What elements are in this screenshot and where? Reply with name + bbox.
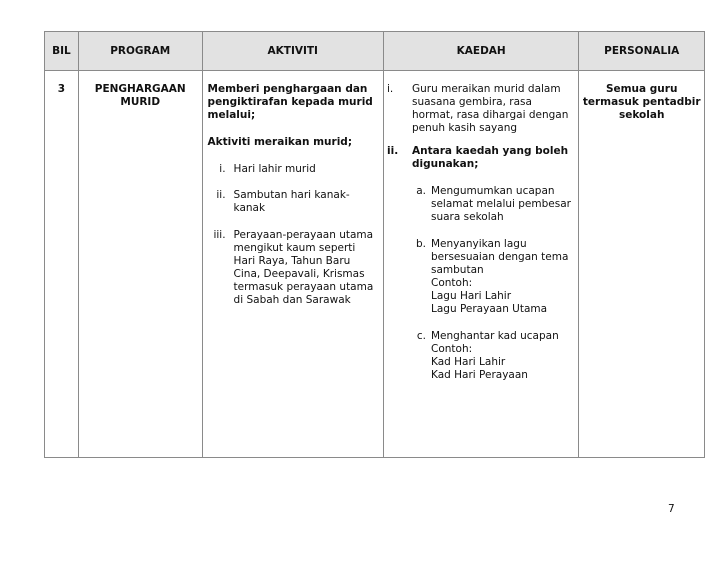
- cell-aktiviti: [203, 71, 384, 457]
- list-item-text: Menghantar kad ucapan: [431, 330, 559, 342]
- list-item: [387, 83, 575, 135]
- list-item-text: Hari lahir murid: [233, 163, 316, 175]
- program-table: [44, 31, 705, 458]
- page-number: 7: [668, 503, 675, 515]
- list-item-text: Lagu Hari Lahir: [431, 290, 512, 302]
- list-item-text: Lagu Perayaan Utama: [431, 303, 548, 315]
- list-item: [387, 330, 575, 382]
- header-kaedah: KAEDAH: [384, 32, 579, 70]
- header-program: PROGRAM: [79, 32, 203, 70]
- cell-personalia: Semua guru termasuk pentadbir sekolah: [582, 83, 701, 121]
- cell-program: PENGHARGAAN MURID: [79, 71, 203, 457]
- header-bil: BIL: [45, 32, 79, 70]
- header-personalia: PERSONALIA: [604, 45, 680, 57]
- list-item-number: ii.: [216, 189, 226, 201]
- list-item-number: ii.: [387, 145, 399, 157]
- list-item-text: Antara kaedah yang boleh digunakan;: [412, 145, 569, 170]
- table-header: [45, 32, 704, 71]
- list-item-number: iii.: [213, 229, 226, 241]
- list-item-text: Contoh:: [431, 343, 473, 355]
- list-item: [208, 189, 379, 215]
- table-row: [45, 71, 704, 457]
- header-aktiviti: AKTIVITI: [203, 32, 384, 70]
- list-item-number: i.: [219, 163, 226, 175]
- list-item-text: Kad Hari Lahir: [431, 356, 506, 368]
- aktiviti-intro: Memberi penghargaan dan pengiktirafan kepada murid melalui;: [207, 83, 373, 121]
- list-item-text: Mengumumkan ucapan selamat melalui pembesar suara sekolah: [431, 185, 571, 223]
- list-item: [387, 145, 575, 171]
- list-item: [208, 229, 379, 307]
- list-item-letter: c.: [416, 330, 426, 342]
- list-item: [387, 185, 575, 224]
- list-item-letter: a.: [416, 185, 426, 197]
- list-item: [387, 238, 575, 316]
- cell-kaedah: [384, 71, 579, 457]
- list-item: [208, 163, 379, 176]
- list-item-text: Sambutan hari kanak-kanak: [233, 189, 350, 214]
- list-item-text: Perayaan-perayaan utama mengikut kaum seperti Hari Raya, Tahun Baru Cina, Deepavali, Krismas termasuk perayaan utama di Sabah dan Sarawak: [233, 229, 374, 306]
- cell-bil: 3: [45, 71, 79, 457]
- list-item-text: Kad Hari Perayaan: [431, 369, 528, 381]
- list-item-text: Guru meraikan murid dalam suasana gembira, rasa hormat, rasa dihargai dengan penuh kasih sayang: [412, 83, 569, 134]
- list-item-letter: b.: [415, 238, 426, 250]
- list-item-number: i.: [387, 83, 394, 95]
- list-item-text: Contoh:: [431, 277, 473, 289]
- aktiviti-subheading: Aktiviti meraikan murid;: [207, 136, 353, 148]
- list-item-text: Menyanyikan lagu bersesuaian dengan tema sambutan: [431, 238, 569, 276]
